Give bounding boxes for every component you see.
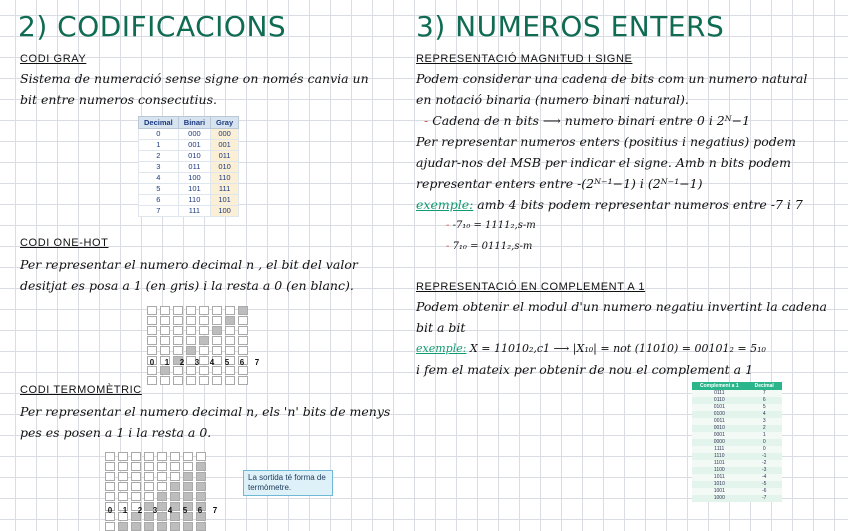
bit-cell — [199, 306, 209, 315]
bit-cell — [170, 492, 180, 501]
table-cell: 0000 — [692, 439, 747, 446]
bit-cell — [225, 326, 235, 335]
heading-codi-one-hot: CODI ONE-HOT — [20, 237, 109, 249]
table-cell: 000 — [178, 129, 210, 140]
bit-cell — [199, 326, 209, 335]
bit-cell — [186, 346, 196, 355]
table-cell: 1110 — [692, 453, 747, 460]
table-cell: 000 — [211, 129, 239, 140]
bit-cell — [160, 326, 170, 335]
bit-cell — [131, 472, 141, 481]
bit-cell — [105, 492, 115, 501]
table-row — [139, 184, 239, 195]
table-cell: 1 — [747, 432, 782, 439]
complement-example-text: X = 11010₂,c1 ⟶ |X₁₀| = not (11010) = 00101₂ = 5₁₀ — [466, 342, 766, 355]
bit-cell — [199, 316, 209, 325]
bit-cell — [225, 336, 235, 345]
bit-cell — [238, 346, 248, 355]
table-cell: 1001 — [692, 488, 747, 495]
table-row — [139, 195, 239, 206]
bit-cell — [196, 462, 206, 471]
bit-cell — [212, 366, 222, 375]
table-cell: 100 — [211, 206, 239, 217]
complement-col-c1: Complement a 1 — [692, 382, 747, 390]
table-cell: -1 — [747, 453, 782, 460]
bit-cell — [173, 336, 183, 345]
example-text: amb 4 bits podem representar numeros entre -7 i 7 — [473, 197, 803, 212]
bar-label: 2 — [137, 506, 143, 515]
bit-cell — [196, 482, 206, 491]
bit-cell — [170, 452, 180, 461]
bit-cell — [186, 326, 196, 335]
table-cell: 101 — [211, 195, 239, 206]
bit-cell — [196, 492, 206, 501]
table-cell: 1010 — [692, 481, 747, 488]
bit-cell — [105, 452, 115, 461]
bit-cell — [147, 346, 157, 355]
table-cell: -7 — [747, 495, 782, 502]
table-cell: 0010 — [692, 425, 747, 432]
bit-cell — [199, 376, 209, 385]
bit-cell — [147, 306, 157, 315]
table-cell: 2 — [747, 425, 782, 432]
bit-cell — [118, 482, 128, 491]
bar-label: 1 — [164, 358, 170, 367]
bar-label: 4 — [167, 506, 173, 515]
bit-cell — [144, 492, 154, 501]
bit-cell — [183, 452, 193, 461]
bit-cell — [157, 452, 167, 461]
complement-example-label: exemple: — [416, 342, 467, 355]
table-cell: 010 — [178, 151, 210, 162]
complement-col-decimal: Decimal — [747, 382, 782, 390]
code-bar-3 — [144, 452, 154, 531]
example-label: exemple: — [416, 197, 474, 212]
table-cell: 010 — [211, 162, 239, 173]
table-cell: -2 — [747, 460, 782, 467]
bit-cell — [131, 492, 141, 501]
magnitude-bullet — [424, 110, 750, 131]
onehot-text-line2: desitjat es posa a 1 (en gris) i la resta a 0 (en blanc). — [20, 278, 354, 293]
code-bar-7 — [196, 452, 206, 531]
heading-magnitud-signe: REPRESENTACIÓ MAGNITUD I SIGNE — [416, 53, 633, 65]
bit-cell — [183, 492, 193, 501]
table-cell: 111 — [211, 184, 239, 195]
bullet-text: Cadena de n bits ⟶ numero binari entre 0 i 2ᴺ−1 — [432, 113, 751, 128]
code-bar-4 — [199, 306, 209, 385]
bit-cell — [225, 316, 235, 325]
table-row — [692, 460, 782, 467]
thermo-text-line1: Per representar el numero decimal n, els 'n' bits de menys — [20, 404, 391, 419]
table-cell: 0 — [139, 129, 179, 140]
table-cell: 7 — [139, 206, 179, 217]
code-bar-3 — [186, 306, 196, 385]
complement-table-header — [692, 382, 782, 390]
table-cell: 7 — [747, 390, 782, 397]
example-positive-seven: - 7₁₀ = 0111₂,s-m — [446, 241, 533, 252]
table-row — [692, 432, 782, 439]
bit-cell — [212, 346, 222, 355]
section-title-codificacions: 2) CODIFICACIONS — [18, 10, 287, 43]
table-cell: 4 — [747, 411, 782, 418]
table-row — [692, 411, 782, 418]
thermometer-diagram — [105, 452, 206, 531]
magnitude-line3: Per representar numeros enters (positius i negatius) podem — [416, 134, 796, 149]
table-row — [139, 151, 239, 162]
code-bar-2 — [131, 452, 141, 531]
thermometer-note: La sortida té forma de termòmetre. — [243, 470, 333, 496]
gray-text-line1: Sistema de numeració sense signe on només canvia un — [20, 71, 369, 86]
code-bar-4 — [157, 452, 167, 531]
table-cell: 0 — [747, 439, 782, 446]
bit-cell — [196, 452, 206, 461]
table-cell: 0001 — [692, 432, 747, 439]
table-cell: 001 — [211, 140, 239, 151]
gray-col-decimal: Decimal — [139, 117, 179, 129]
bit-cell — [118, 452, 128, 461]
gray-col-gray: Gray — [211, 117, 239, 129]
bit-cell — [238, 316, 248, 325]
onehot-diagram — [147, 306, 248, 385]
table-row — [139, 173, 239, 184]
bar-label: 0 — [107, 506, 113, 515]
code-bar-1 — [118, 452, 128, 531]
table-cell: 0101 — [692, 404, 747, 411]
table-cell: -6 — [747, 488, 782, 495]
bit-cell — [147, 366, 157, 375]
bar-label: 6 — [239, 358, 245, 367]
ex1-text: -7₁₀ = 1111₂,s-m — [452, 220, 536, 231]
bit-cell — [173, 306, 183, 315]
bit-cell — [173, 326, 183, 335]
bit-cell — [225, 366, 235, 375]
bit-cell — [183, 472, 193, 481]
bit-cell — [160, 336, 170, 345]
code-bar-2 — [173, 306, 183, 385]
bit-cell — [170, 482, 180, 491]
bar-label: 7 — [254, 358, 260, 367]
complement-table — [692, 382, 782, 502]
table-row — [692, 397, 782, 404]
table-cell: 0111 — [692, 390, 747, 397]
bit-cell — [157, 472, 167, 481]
bit-cell — [160, 346, 170, 355]
bit-cell — [157, 492, 167, 501]
magnitude-line4: ajudar-nos del MSB per indicar el signe. Amb n bits podem — [416, 155, 791, 170]
magnitude-line1: Podem considerar una cadena de bits com un numero natural — [416, 71, 808, 86]
table-cell: 0011 — [692, 418, 747, 425]
bit-cell — [157, 482, 167, 491]
table-cell: 100 — [178, 173, 210, 184]
table-cell: 1011 — [692, 474, 747, 481]
bit-cell — [144, 462, 154, 471]
table-row — [692, 439, 782, 446]
gray-table-body — [139, 129, 239, 217]
thermo-text-line2: pes es posen a 1 i la resta a 0. — [20, 425, 212, 440]
magnitude-example — [416, 194, 803, 215]
bit-cell — [212, 376, 222, 385]
bit-cell — [131, 452, 141, 461]
bit-cell — [147, 326, 157, 335]
table-row — [139, 129, 239, 140]
bit-cell — [160, 376, 170, 385]
table-cell: 101 — [178, 184, 210, 195]
bar-label: 1 — [122, 506, 128, 515]
magnitude-line2: en notació binaria (numero binari natural). — [416, 92, 689, 107]
table-cell: 3 — [139, 162, 179, 173]
table-cell: 0 — [747, 446, 782, 453]
bit-cell — [196, 472, 206, 481]
bar-label: 3 — [194, 358, 200, 367]
bit-cell — [170, 472, 180, 481]
bullet-dash: - — [424, 113, 433, 128]
table-row — [692, 481, 782, 488]
table-cell: 0110 — [692, 397, 747, 404]
bit-cell — [144, 452, 154, 461]
example-negative-seven: - -7₁₀ = 1111₂,s-m — [446, 220, 536, 231]
table-cell: 110 — [178, 195, 210, 206]
table-cell: 011 — [178, 162, 210, 173]
onehot-text-line1: Per representar el numero decimal n , el bit del valor — [20, 257, 358, 272]
table-row — [692, 495, 782, 502]
bit-cell — [199, 366, 209, 375]
bit-cell — [186, 366, 196, 375]
bar-label: 6 — [197, 506, 203, 515]
table-cell: 1100 — [692, 467, 747, 474]
bar-label: 7 — [212, 506, 218, 515]
bit-cell — [144, 482, 154, 491]
bit-cell — [173, 346, 183, 355]
table-row — [692, 418, 782, 425]
table-row — [692, 390, 782, 397]
table-cell: 3 — [747, 418, 782, 425]
heading-codi-gray: CODI GRAY — [20, 53, 87, 65]
bit-cell — [212, 306, 222, 315]
table-cell: 0100 — [692, 411, 747, 418]
heading-codi-termometric: CODI TERMOMÈTRIC — [20, 384, 142, 396]
table-cell: -5 — [747, 481, 782, 488]
code-bar-7 — [238, 306, 248, 385]
bar-label: 5 — [182, 506, 188, 515]
bar-label: 5 — [224, 358, 230, 367]
bit-cell — [118, 472, 128, 481]
bit-cell — [238, 366, 248, 375]
bit-cell — [105, 472, 115, 481]
table-row — [692, 467, 782, 474]
bar-label: 0 — [149, 358, 155, 367]
thermometer-labels — [104, 506, 221, 515]
bit-cell — [186, 376, 196, 385]
table-row — [692, 453, 782, 460]
table-row — [692, 404, 782, 411]
bit-cell — [186, 306, 196, 315]
code-bar-0 — [105, 452, 115, 531]
table-cell: 1101 — [692, 460, 747, 467]
bit-cell — [160, 306, 170, 315]
table-row — [692, 488, 782, 495]
code-bar-1 — [160, 306, 170, 385]
table-cell: -3 — [747, 467, 782, 474]
bit-cell — [238, 376, 248, 385]
table-row — [139, 206, 239, 217]
gray-code-table — [138, 116, 239, 217]
table-cell: 1 — [139, 140, 179, 151]
bit-cell — [105, 462, 115, 471]
table-cell: 6 — [747, 397, 782, 404]
complement-line1: Podem obtenir el modul d'un numero negatiu invertint la cadena — [416, 299, 827, 314]
bit-cell — [170, 462, 180, 471]
gray-col-binari: Binari — [178, 117, 210, 129]
bit-cell — [199, 346, 209, 355]
table-row — [139, 162, 239, 173]
bit-cell — [238, 306, 248, 315]
code-bar-5 — [170, 452, 180, 531]
table-cell: 1000 — [692, 495, 747, 502]
bit-cell — [147, 316, 157, 325]
bit-cell — [186, 316, 196, 325]
magnitude-line5: representar enters entre -(2ᴺ⁻¹−1) i (2ᴺ⁻¹−1) — [416, 176, 703, 191]
table-cell: 011 — [211, 151, 239, 162]
bit-cell — [238, 336, 248, 345]
gray-text-line2: bit entre numeros consecutius. — [20, 92, 217, 107]
table-row — [692, 425, 782, 432]
bit-cell — [212, 316, 222, 325]
heading-complement-a-1: REPRESENTACIÓ EN COMPLEMENT A 1 — [416, 281, 646, 293]
bit-cell — [157, 462, 167, 471]
bit-cell — [147, 376, 157, 385]
table-cell: 5 — [747, 404, 782, 411]
table-cell: 2 — [139, 151, 179, 162]
bit-cell — [238, 326, 248, 335]
bar-label: 4 — [209, 358, 215, 367]
complement-line2: bit a bit — [416, 320, 466, 335]
bit-cell — [225, 346, 235, 355]
bit-cell — [183, 462, 193, 471]
code-bar-0 — [147, 306, 157, 385]
bit-cell — [173, 376, 183, 385]
ex2-text: 7₁₀ = 0111₂,s-m — [452, 241, 533, 252]
table-row — [692, 474, 782, 481]
bit-cell — [160, 316, 170, 325]
table-cell: 4 — [139, 173, 179, 184]
onehot-labels — [146, 358, 263, 367]
bit-cell — [212, 336, 222, 345]
bar-label: 2 — [179, 358, 185, 367]
bit-cell — [131, 462, 141, 471]
table-cell: 1111 — [692, 446, 747, 453]
bit-cell — [225, 376, 235, 385]
table-cell: -4 — [747, 474, 782, 481]
bit-cell — [186, 336, 196, 345]
bar-label: 3 — [152, 506, 158, 515]
complement-table-body — [692, 390, 782, 502]
bit-cell — [212, 326, 222, 335]
bit-cell — [160, 366, 170, 375]
complement-line3: i fem el mateix per obtenir de nou el complement a 1 — [416, 362, 754, 377]
table-cell: 6 — [139, 195, 179, 206]
section-title-numeros-enters: 3) NUMEROS ENTERS — [416, 10, 725, 43]
bit-cell — [118, 492, 128, 501]
bit-cell — [118, 462, 128, 471]
table-row — [139, 140, 239, 151]
code-bar-6 — [225, 306, 235, 385]
code-bar-5 — [212, 306, 222, 385]
table-cell: 110 — [211, 173, 239, 184]
table-cell: 111 — [178, 206, 210, 217]
bit-cell — [225, 306, 235, 315]
table-row — [692, 446, 782, 453]
bit-cell — [199, 336, 209, 345]
bit-cell — [131, 482, 141, 491]
bit-cell — [105, 482, 115, 491]
bit-cell — [173, 366, 183, 375]
gray-table-header — [139, 117, 239, 129]
bit-cell — [147, 336, 157, 345]
bit-cell — [173, 316, 183, 325]
code-bar-6 — [183, 452, 193, 531]
bit-cell — [183, 482, 193, 491]
table-cell: 001 — [178, 140, 210, 151]
table-cell: 5 — [139, 184, 179, 195]
complement-example — [416, 338, 766, 359]
bit-cell — [144, 472, 154, 481]
